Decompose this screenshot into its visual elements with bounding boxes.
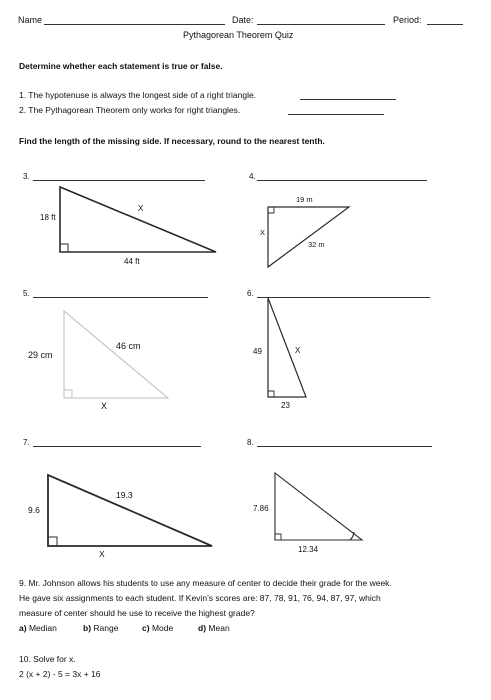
problem-6-hypotenuse: X [295,346,301,355]
problem-8-number: 8. [247,438,254,447]
problem-6-number: 6. [247,289,254,298]
option-b-text: Range [93,623,119,633]
option-d-letter: d) [198,623,207,633]
problem-4-number: 4. [249,172,256,181]
problem-5-left-side: 29 cm [28,350,53,360]
section2-instruction: Find the length of the missing side. If necessary, round to the nearest tenth. [19,136,325,146]
problem-6-left-side: 49 [253,347,262,356]
option-c[interactable] [142,624,173,633]
option-a-text: Median [28,623,57,633]
problem-3-hypotenuse: X [138,204,144,213]
problem-8-left-side: 7.86 [253,504,269,513]
problem-5-hypotenuse: 46 cm [116,341,141,351]
problem-5-bottom-side: X [101,401,108,411]
option-d-text: Mean [208,623,230,633]
option-b-letter: b) [83,623,92,633]
problem-7-number: 7. [23,438,30,447]
question-9-line-3: measure of center should he use to receive the highest grade? [19,608,255,618]
problem-7-hypotenuse: 19.3 [116,490,133,500]
page-title: Pythagorean Theorem Quiz [183,30,294,40]
problem-3-number: 3. [23,172,30,181]
option-b[interactable] [83,624,118,633]
question-1: 1. The hypotenuse is always the longest side of a right triangle. [19,90,257,100]
problem-5-number: 5. [23,289,30,298]
option-a[interactable] [19,624,57,633]
option-d[interactable] [198,624,230,633]
problem-4-left-side: X [260,228,266,237]
question-9-line-2: He gave six assignments to each student. If Kevin’s scores are: 87, 78, 91, 76, 94, 87, 97, which [19,593,381,603]
question-10-prompt: 10. Solve for x. [19,654,76,664]
problem-7-bottom-side: X [99,549,105,559]
problem-8-bottom-side: 12.34 [298,545,319,554]
option-a-letter: a) [19,623,27,633]
problem-4-top-side: 19 m [296,195,313,204]
question-10-equation: 2 (x + 2) - 5 = 3x + 16 [19,669,101,679]
problem-3-bottom-side: 44 ft [124,257,140,266]
question-9-line-1: 9. Mr. Johnson allows his students to use any measure of center to decide their grade for the week. [19,578,392,588]
option-c-letter: c) [142,623,150,633]
problem-3-left-side: 18 ft [40,213,56,222]
section1-instruction: Determine whether each statement is true or false. [19,61,223,71]
name-label: Name [18,15,43,25]
problem-6-bottom-side: 23 [281,401,290,410]
period-label: Period: [393,15,422,25]
option-c-text: Mode [151,623,174,633]
problem-4-hypotenuse: 32 m [308,240,325,249]
date-label: Date: [232,15,254,25]
question-2: 2. The Pythagorean Theorem only works for right triangles. [19,105,241,115]
problem-7-left-side: 9.6 [28,505,40,515]
